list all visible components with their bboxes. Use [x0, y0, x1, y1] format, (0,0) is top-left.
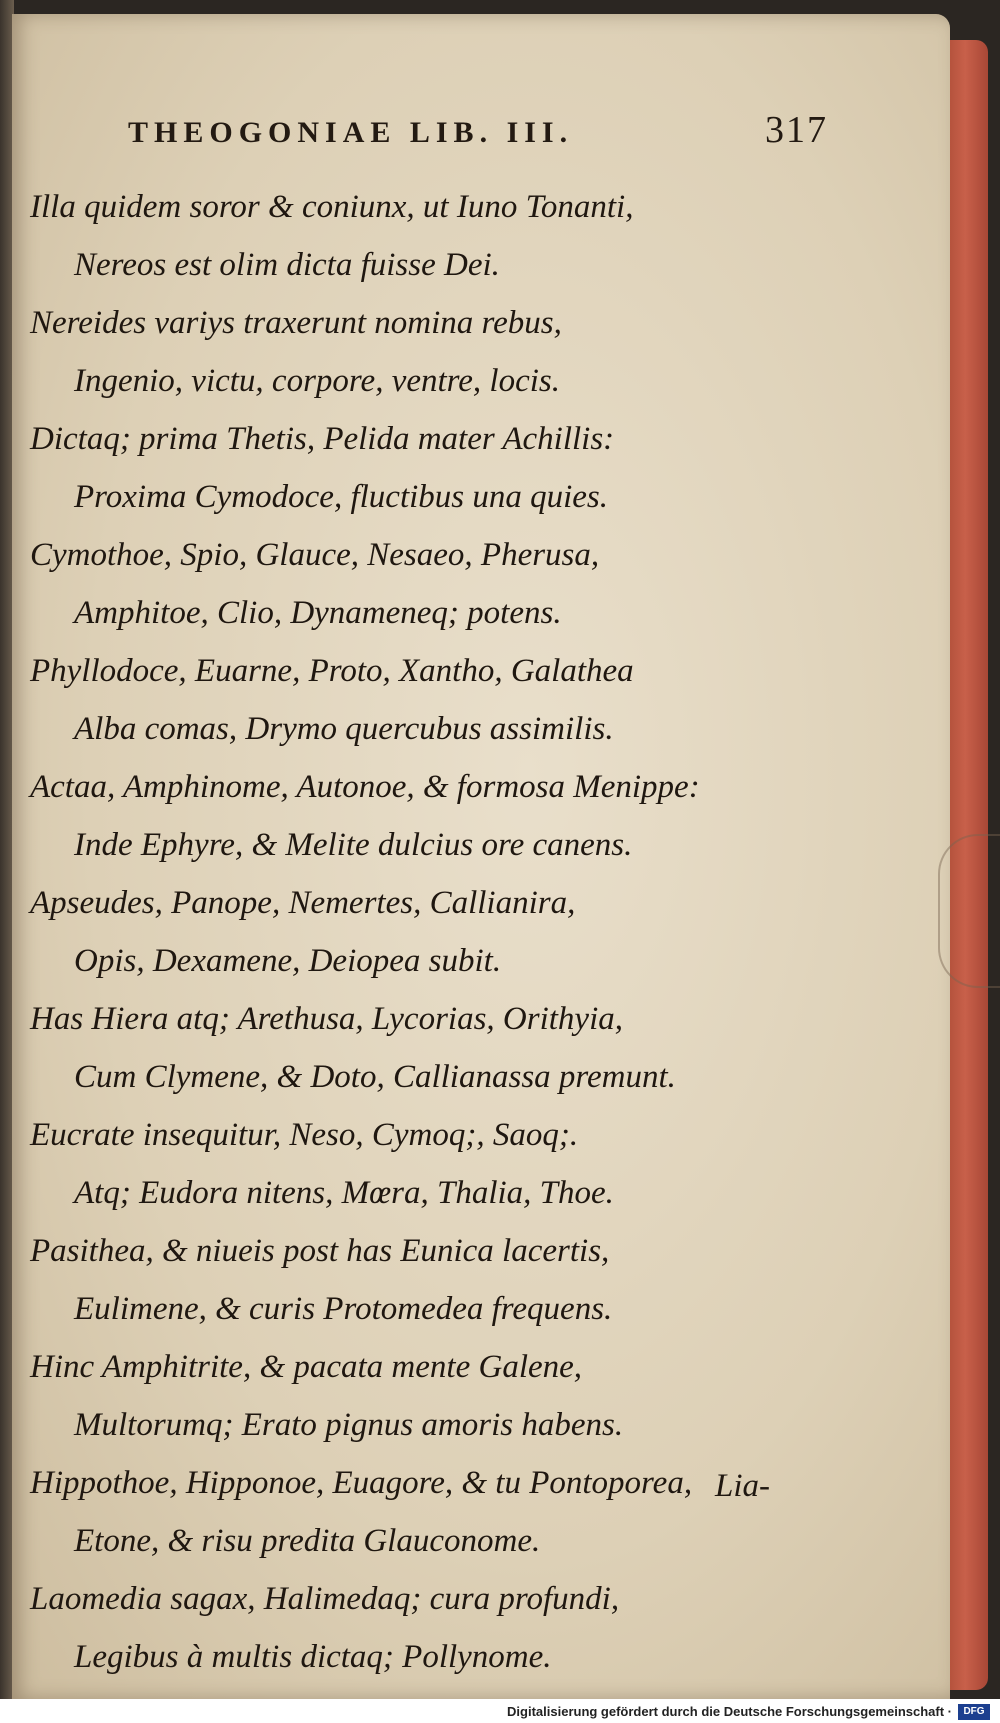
verse-line: Inde Ephyre, & Melite dulcius ore canens. — [74, 827, 633, 863]
verse-line: Pasithea, & niueis post has Eunica lacertis, — [30, 1233, 610, 1269]
verse-line: Actaa, Amphinome, Autonoe, & formosa Menippe: — [30, 769, 700, 805]
verse-line: Legibus à multis dictaq; Pollynome. — [74, 1639, 552, 1675]
dfg-logo: DFG — [958, 1704, 990, 1720]
verse-block — [30, 178, 910, 1686]
verse-line: Proxima Cymodoce, fluctibus una quies. — [74, 479, 609, 515]
verse-line: Amphitoe, Clio, Dynameneq; potens. — [74, 595, 562, 631]
verse-line: Eucrate insequitur, Neso, Cymoq;, Saoq;. — [30, 1117, 579, 1153]
verse-line: Phyllodoce, Euarne, Proto, Xantho, Galathea — [30, 653, 634, 689]
funding-credit: Digitalisierung gefördert durch die Deutsche Forschungsgemeinschaft · — [507, 1704, 952, 1719]
running-head-title: THEOGONIAE LIB. III. — [128, 116, 574, 149]
verse-line: Nereides variys traxerunt nomina rebus, — [30, 305, 562, 341]
verse-line: Eulimene, & curis Protomedea frequens. — [74, 1291, 613, 1327]
verse-line: Dictaq; prima Thetis, Pelida mater Achillis: — [30, 421, 615, 457]
page-notch — [938, 834, 1000, 988]
digitization-footer — [0, 1699, 1000, 1723]
catchword: Lia- — [714, 1468, 770, 1504]
verse-line: Cum Clymene, & Doto, Callianassa premunt. — [74, 1059, 676, 1095]
verse-line: Hippothoe, Hipponoe, Euagore, & tu Pontoporea, — [30, 1465, 693, 1501]
running-head — [128, 108, 828, 152]
verse-line: Multorumq; Erato pignus amoris habens. — [74, 1407, 624, 1443]
verse-line: Etone, & risu predita Glauconome. — [74, 1523, 541, 1559]
verse-line: Opis, Dexamene, Deiopea subit. — [74, 943, 502, 979]
verse-line: Cymothoe, Spio, Glauce, Nesaeo, Pherusa, — [30, 537, 600, 573]
verse-line: Illa quidem soror & coniunx, ut Iuno Tonanti, — [30, 189, 634, 225]
verse-line: Has Hiera atq; Arethusa, Lycorias, Orithyia, — [30, 1001, 624, 1037]
page-number: 317 — [765, 109, 828, 151]
verse-line: Atq; Eudora nitens, Mœra, Thalia, Thoe. — [74, 1175, 614, 1211]
verse-line: Nereos est olim dicta fuisse Dei. — [74, 247, 500, 283]
verse-line: Hinc Amphitrite, & pacata mente Galene, — [30, 1349, 583, 1385]
verse-line: Apseudes, Panope, Nemertes, Callianira, — [30, 885, 576, 921]
verse-line: Laomedia sagax, Halimedaq; cura profundi, — [30, 1581, 620, 1617]
verse-line: Ingenio, victu, corpore, ventre, locis. — [74, 363, 560, 399]
verse-line: Alba comas, Drymo quercubus assimilis. — [74, 711, 614, 747]
